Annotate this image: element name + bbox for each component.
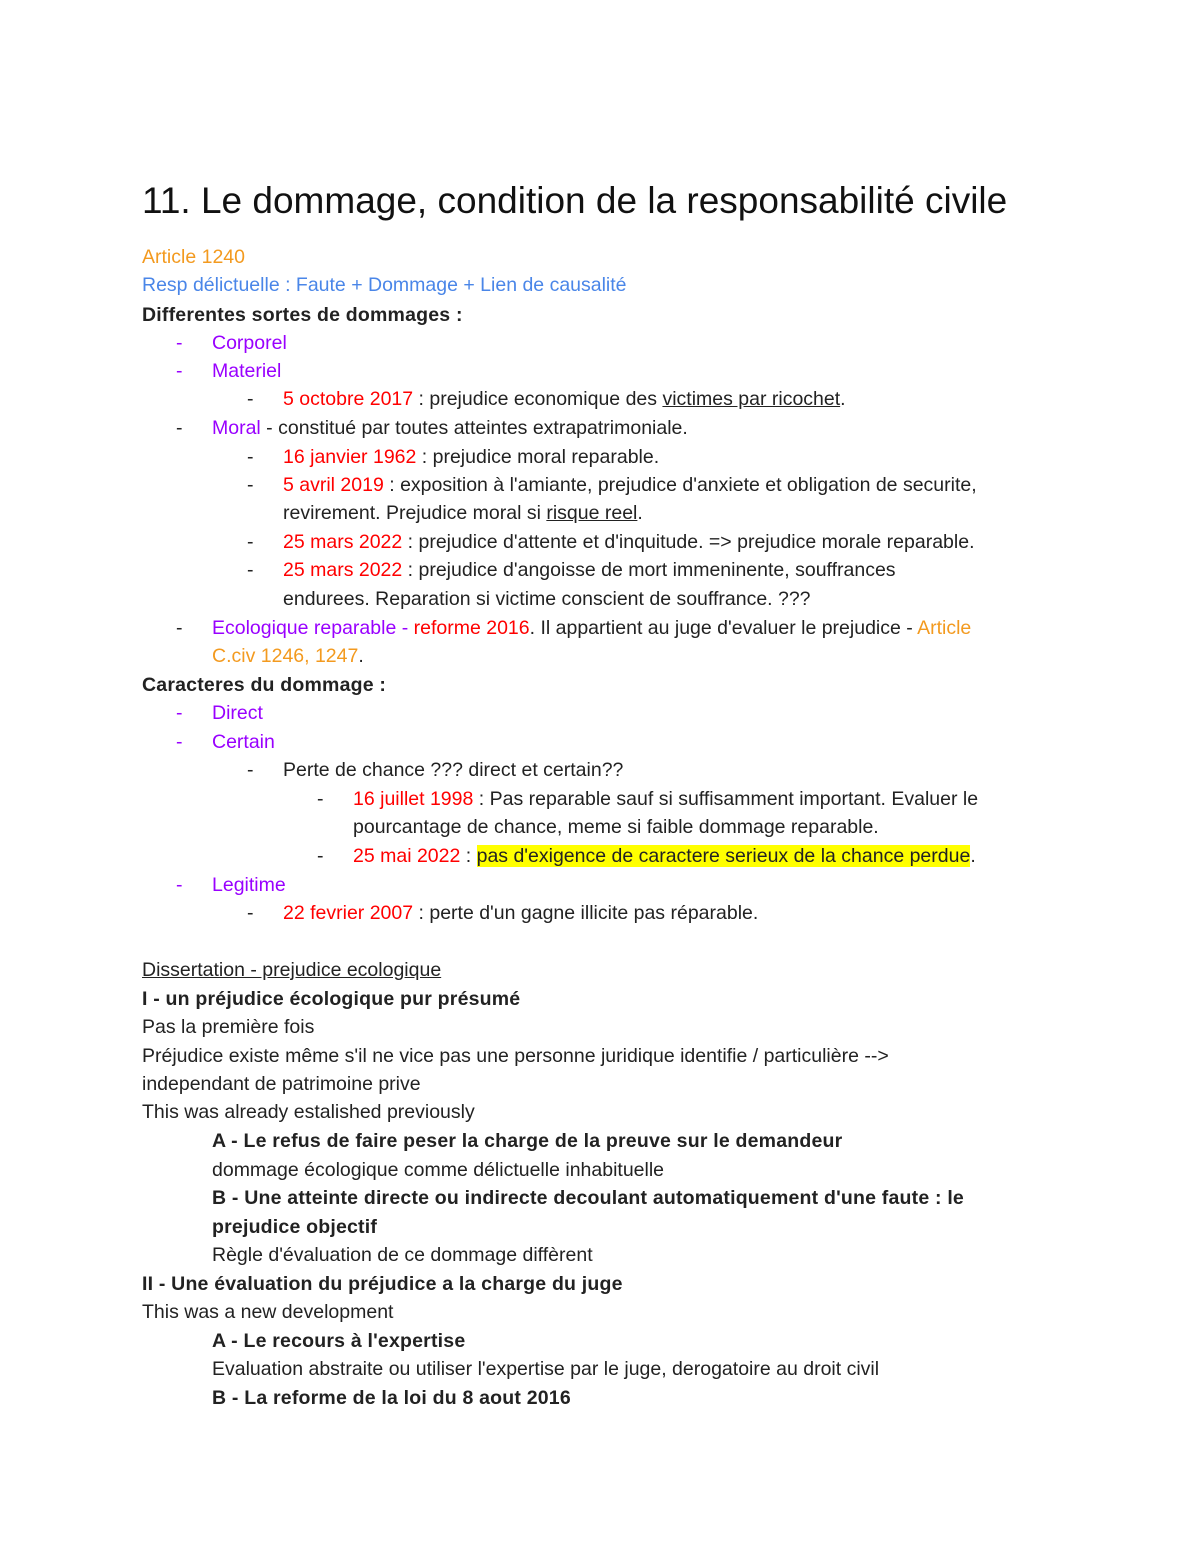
case-line [283,385,846,413]
bullet-dash: - [247,446,254,468]
case-text: revirement. Prejudice moral si [283,502,547,524]
bullet-dash: - [247,531,254,553]
item-label: Certain [212,731,275,753]
part-2a-heading: A - Le recours à l'expertise [212,1330,466,1352]
case-text: : Pas reparable sauf si suffisamment important. Evaluer le [473,788,979,810]
caracteres-heading: Caracteres du dommage : [142,674,387,696]
item-label: Moral [212,417,261,439]
case-date: 5 octobre 2017 [283,388,414,410]
bullet-dash: - [247,759,254,781]
bullet-dash: - [317,788,324,810]
case-text: : prejudice d'angoisse de mort immeninente, souffrances [402,559,896,581]
page-title: 11. Le dommage, condition de la responsabilité civile [142,180,1008,221]
case-date: 16 juillet 1998 [353,788,474,810]
part-2b-heading: B - La reforme de la loi du 8 aout 2016 [212,1387,571,1409]
part-1a-text: dommage écologique comme délictuelle inhabituelle [212,1159,665,1181]
eco-continuation [212,642,364,670]
case-sep: : [460,845,477,867]
part-1b-text: Règle d'évaluation de ce dommage diffèrent [212,1244,593,1266]
item-text: - constitué par toutes atteintes extrapatrimoniale. [260,417,688,439]
bullet-dash: - [176,332,183,354]
bullet-dash: - [176,702,183,724]
part-1-line-3: independant de patrimoine prive [142,1073,421,1095]
moral-case-4-continuation: endurees. Reparation si victime conscient de souffrance. ??? [283,588,811,610]
part-1-heading: I - un préjudice écologique pur présumé [142,988,521,1010]
case-underlined: risque reel [546,502,638,524]
bullet-dash: - [176,360,183,382]
case-line [353,842,976,870]
item-label: Legitime [212,874,286,896]
part-1-line-4: This was already estalished previously [142,1101,475,1123]
eco-line [212,614,971,642]
reform-ref: reforme 2016 [413,617,530,639]
item-text: . Il appartient au juge d'evaluer le prejudice - [529,617,918,639]
article-ref: Article [917,617,972,639]
case-end: . [970,845,976,867]
dissertation-heading: Dissertation - prejudice ecologique [142,959,442,981]
part-2-heading: II - Une évaluation du préjudice a la charge du juge [142,1273,623,1295]
case-date: 5 avril 2019 [283,474,384,496]
case-end: . [637,502,643,524]
item-label: Corporel [212,332,287,354]
case-date: 22 fevrier 2007 [283,902,414,924]
case-line [283,443,659,471]
resp-delictuelle-line: Resp délictuelle : Faute + Dommage + Lien de causalité [142,274,627,296]
case-line [353,785,978,813]
case-text: : perte d'un gagne illicite pas réparable. [413,902,759,924]
case-text: : prejudice moral reparable. [416,446,660,468]
highlighted-text: pas d'exigence de caractere serieux de la chance perdue [476,845,971,867]
bullet-dash: - [247,474,254,496]
bullet-dash: - [176,617,183,639]
certain-case-1-continuation: pourcantage de chance, meme si faible dommage reparable. [353,816,879,838]
part-1-line-1: Pas la première fois [142,1016,315,1038]
bullet-dash: - [247,902,254,924]
case-line [283,471,977,499]
case-date: 25 mars 2022 [283,559,403,581]
part-1a-heading: A - Le refus de faire peser la charge de la preuve sur le demandeur [212,1130,843,1152]
item-label: Ecologique reparable - [212,617,414,639]
bullet-dash: - [176,417,183,439]
article-1240-line: Article 1240 [142,246,245,268]
sortes-heading: Differentes sortes de dommages : [142,304,463,326]
article-ref: C.civ 1246, 1247 [212,645,359,667]
moral-line [212,414,688,442]
bullet-dash: - [317,845,324,867]
case-text: : prejudice economique des [413,388,663,410]
part-1b-heading-continuation: prejudice objectif [212,1216,378,1238]
case-date: 16 janvier 1962 [283,446,417,468]
item-text: Perte de chance ??? direct et certain?? [283,759,624,781]
case-text: : exposition à l'amiante, prejudice d'anxiete et obligation de securite, [383,474,977,496]
item-label: Direct [212,702,263,724]
part-1b-heading: B - Une atteinte directe ou indirecte decoulant automatiquement d'une faute : le [212,1187,964,1209]
case-underlined: victimes par ricochet [662,388,841,410]
part-2-line-1: This was a new development [142,1301,394,1323]
part-2a-text: Evaluation abstraite ou utiliser l'expertise par le juge, derogatoire au droit civil [212,1358,880,1380]
case-line [283,556,896,584]
item-label: Materiel [212,360,282,382]
part-1-line-2: Préjudice existe même s'il ne vice pas une personne juridique identifie / particulière --> [142,1045,889,1067]
case-line [283,899,758,927]
bullet-dash: - [247,559,254,581]
case-text: : prejudice d'attente et d'inquitude. => prejudice morale reparable. [402,531,975,553]
bullet-dash: - [176,874,183,896]
bullet-dash: - [247,388,254,410]
case-date: 25 mai 2022 [353,845,461,867]
item-end: . [358,645,364,667]
moral-case-2-continuation [283,499,643,527]
case-date: 25 mars 2022 [283,531,403,553]
bullet-dash: - [176,731,183,753]
case-end: . [840,388,846,410]
case-line [283,528,974,556]
